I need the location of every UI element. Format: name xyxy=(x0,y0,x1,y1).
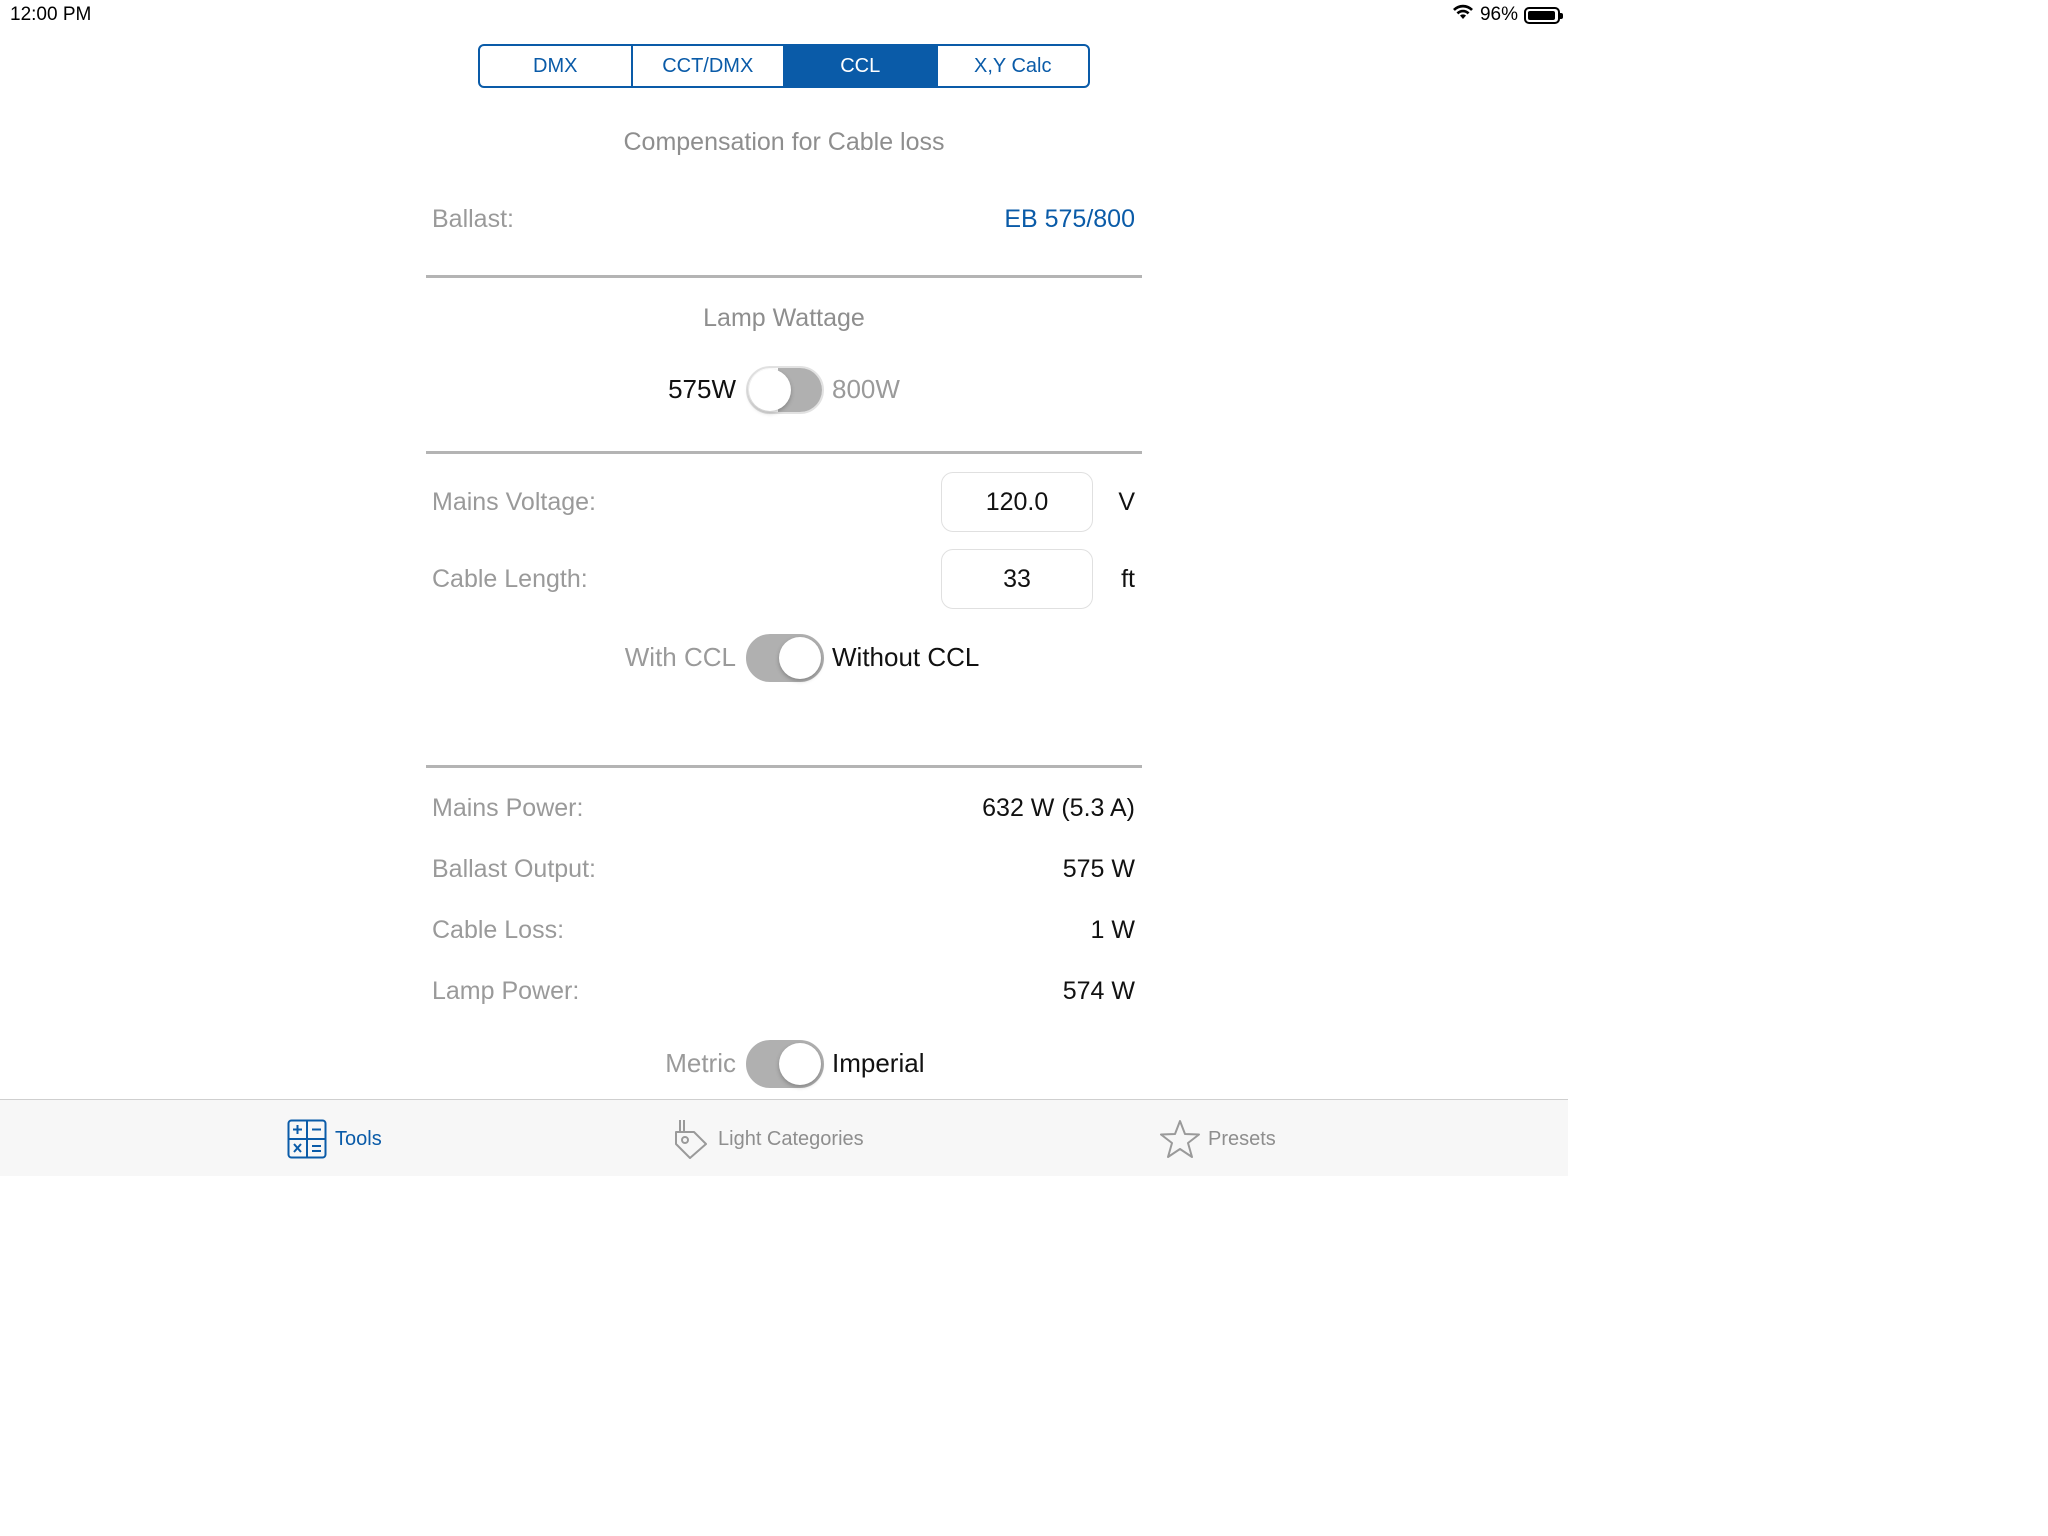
ballast-output-label: Ballast Output: xyxy=(432,855,596,883)
status-indicators xyxy=(1452,4,1560,26)
mode-segmented-control xyxy=(478,44,1090,88)
tab-tools[interactable] xyxy=(287,1118,382,1160)
cable-loss-label: Cable Loss: xyxy=(432,916,565,944)
lamp-wattage-switch[interactable] xyxy=(746,366,824,414)
units-toggle-group xyxy=(0,1040,1568,1088)
units-switch[interactable] xyxy=(746,1040,824,1088)
units-left-label: Metric xyxy=(665,1048,736,1078)
ballast-output-value: 575 W xyxy=(1062,855,1135,883)
status-time: 12:00 PM xyxy=(10,4,92,25)
mains-voltage-label: Mains Voltage: xyxy=(432,488,596,516)
wifi-icon xyxy=(1452,4,1474,26)
switch-knob xyxy=(779,1043,821,1085)
ballast-label: Ballast: xyxy=(432,205,514,233)
battery-icon xyxy=(1524,7,1560,24)
segment-xy-calc[interactable]: X,Y Calc xyxy=(974,54,1052,77)
tab-presets-label: Presets xyxy=(1208,1127,1276,1150)
tab-tools-label: Tools xyxy=(335,1127,382,1150)
cable-loss-value: 1 W xyxy=(1090,916,1135,944)
lamp-power-value: 574 W xyxy=(1062,977,1135,1005)
cable-length-label: Cable Length: xyxy=(432,565,588,593)
mains-power-value: 632 W (5.3 A) xyxy=(982,794,1135,822)
ccl-switch[interactable] xyxy=(746,634,824,682)
tab-light-categories-label: Light Categories xyxy=(718,1127,864,1150)
divider xyxy=(426,765,1142,768)
spotlight-icon xyxy=(672,1118,710,1160)
switch-knob xyxy=(779,637,821,679)
segment-dmx[interactable]: DMX xyxy=(480,46,633,86)
ballast-selector[interactable]: EB 575/800 xyxy=(1004,205,1135,233)
segment-ccl[interactable]: CCL xyxy=(785,46,938,86)
tab-presets[interactable] xyxy=(1160,1118,1276,1160)
page-title: Compensation for Cable loss xyxy=(623,128,945,156)
ccl-right-label: Without CCL xyxy=(832,642,980,672)
lamp-wattage-left-label: 575W xyxy=(668,374,736,404)
ccl-toggle-group xyxy=(0,634,1568,682)
mains-power-label: Mains Power: xyxy=(432,794,584,822)
cable-length-input[interactable] xyxy=(941,549,1093,609)
tab-light-categories[interactable] xyxy=(672,1118,864,1160)
lamp-power-label: Lamp Power: xyxy=(432,977,580,1005)
lamp-wattage-toggle-group xyxy=(0,366,1568,414)
lamp-wattage-right-label: 800W xyxy=(832,374,900,404)
segment-cct-dmx[interactable]: CCT/DMX xyxy=(633,46,786,86)
cable-length-unit: ft xyxy=(1121,565,1135,593)
units-right-label: Imperial xyxy=(832,1048,925,1078)
mains-voltage-input[interactable] xyxy=(941,472,1093,532)
lamp-wattage-title: Lamp Wattage xyxy=(703,304,865,332)
mains-voltage-unit: V xyxy=(1118,488,1135,516)
divider xyxy=(426,275,1142,278)
divider xyxy=(426,451,1142,454)
switch-knob xyxy=(749,369,791,411)
ccl-left-label: With CCL xyxy=(624,642,736,672)
calculator-icon xyxy=(287,1119,327,1159)
tab-bar xyxy=(0,1099,1568,1176)
star-icon xyxy=(1160,1119,1200,1159)
battery-percent: 96% xyxy=(1479,4,1518,25)
